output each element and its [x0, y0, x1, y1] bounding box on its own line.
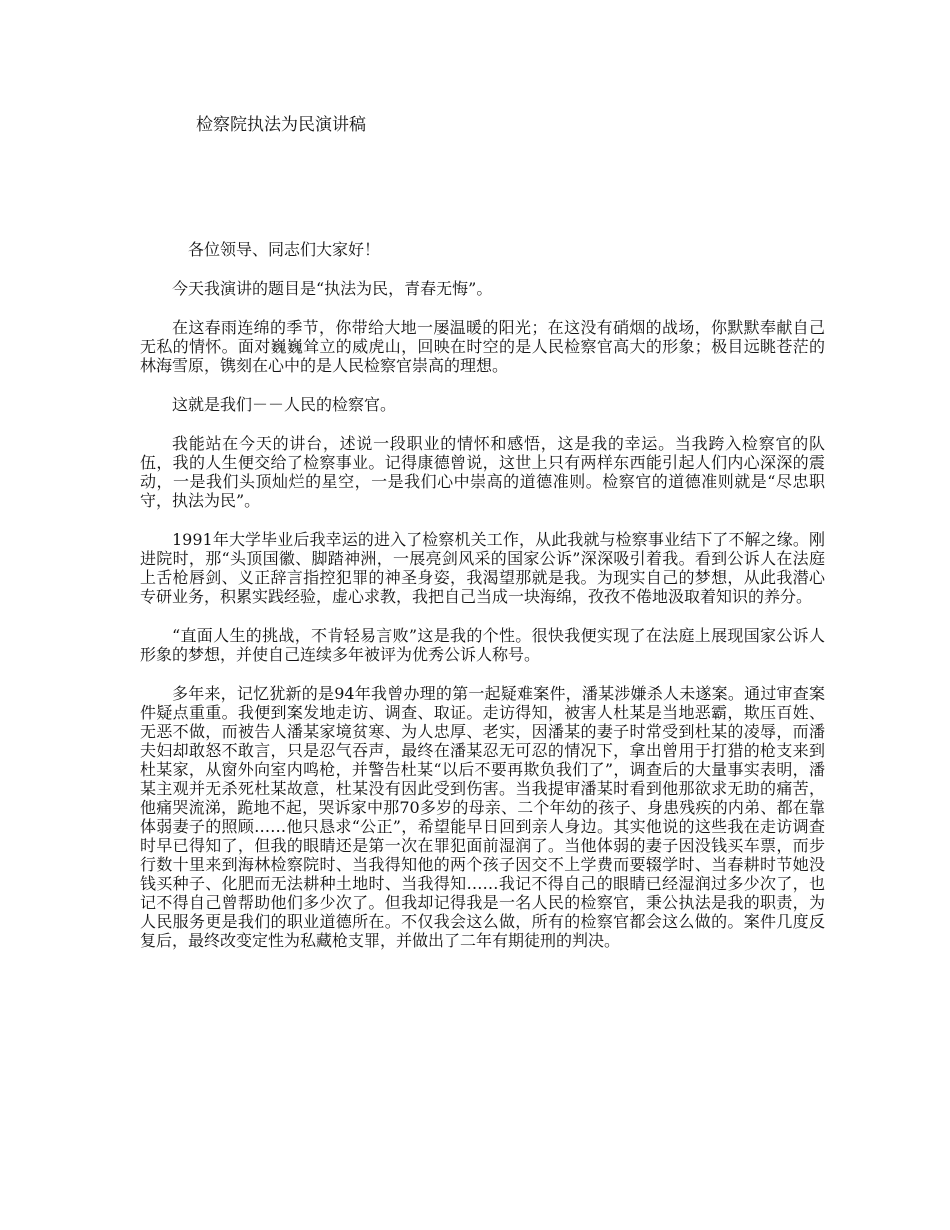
document-title: 检察院执法为民演讲稿 — [196, 115, 366, 135]
paragraph-career: 我能站在今天的讲台，述说一段职业的情怀和感悟，这是我的幸运。当我跨入检察官的队伍，我的人生便交给了检察事业。记得康德曾说，这世上只有两样东西能引起人们内心深深的震动，一是我们头顶灿烂的星空，一是我们心中崇高的道德准则。检察官的道德准则就是“尽忠职守，执法为民”。 — [140, 434, 825, 510]
paragraph-identity: 这就是我们－－人民的检察官。 — [172, 395, 397, 414]
paragraph-topic: 今天我演讲的题目是“执法为民，青春无悔”。 — [172, 279, 493, 298]
paragraph-salutation: 各位领导、同志们大家好！ — [188, 240, 381, 259]
paragraph-personality: “直面人生的挑战，不肯轻易言败”这是我的个性。很快我便实现了在法庭上展现国家公诉人形象的梦想，并使自己连续多年被评为优秀公诉人称号。 — [140, 626, 825, 664]
paragraph-1991: 1991年大学毕业后我幸运的进入了检察机关工作，从此我就与检察事业结下了不解之缘。刚进院时，那“头顶国徽、脚踏神洲，一展亮剑风采的国家公诉”深深吸引着我。看到公诉人在法庭上舌枪唇剑、义正辞言指控犯罪的神圣身姿，我渴望那就是我。为现实自己的梦想，从此我潜心专研业务，积累实践经验，虚心求教，我把自己当成一块海绵，孜孜不倦地汲取着知识的养分。 — [140, 530, 825, 606]
paragraph-case: 多年来，记忆犹新的是94年我曾办理的第一起疑难案件，潘某涉嫌杀人未遂案。通过审查案件疑点重重。我便到案发地走访、调查、取证。走访得知，被害人杜某是当地恶霸，欺压百姓、无恶不做，而被告人潘某家境贫寒、为人忠厚、老实，因潘某的妻子时常受到杜某的凌辱，而潘夫妇却敢怒不敢言，只是忍气吞声，最终在潘某忍无可忍的情况下，拿出曾用于打猎的枪支来到杜某家，从窗外向室内鸣枪，并警告杜某“以后不要再欺负我们了”，调查后的大量事实表明，潘某主观并无杀死杜某故意，杜某没有因此受到伤害。当我提审潘某时看到他那欲求无助的痛苦，他痛哭流涕，跪地不起，哭诉家中那70多岁的母亲、二个年幼的孩子、身患残疾的内弟、都在靠体弱妻子的照顾……他只恳求“公正”，希望能早日回到亲人身边。其实他说的这些我在走访调查时早已得知了，但我的眼睛还是第一次在罪犯面前湿润了。当他体弱的妻子因没钱买车票，而步行数十里来到海林检察院时、当我得知他的两个孩子因交不上学费而要辍学时、当春耕时节她没钱买种子、化肥而无法耕种土地时、当我得知……我记不得自己的眼睛已经湿润过多少次了，也记不得自己曾帮助他们多少次了。但我却记得我是一名人民的检察官，秉公执法是我的职责，为人民服务更是我们的职业道德所在。不仅我会这么做，所有的检察官都会这么做的。案件几度反复后，最终改变定性为私藏枪支罪，并做出了二年有期徒刑的判决。 — [140, 684, 825, 950]
paragraph-opening: 在这春雨连绵的季节，你带给大地一屡温暖的阳光；在这没有硝烟的战场，你默默奉献自己无私的情怀。面对巍巍耸立的威虎山，回映在时空的是人民检察官高大的形象；极目远眺苍茫的林海雪原，镌刻在心中的是人民检察官崇高的理想。 — [140, 318, 825, 375]
document-body — [140, 240, 825, 970]
